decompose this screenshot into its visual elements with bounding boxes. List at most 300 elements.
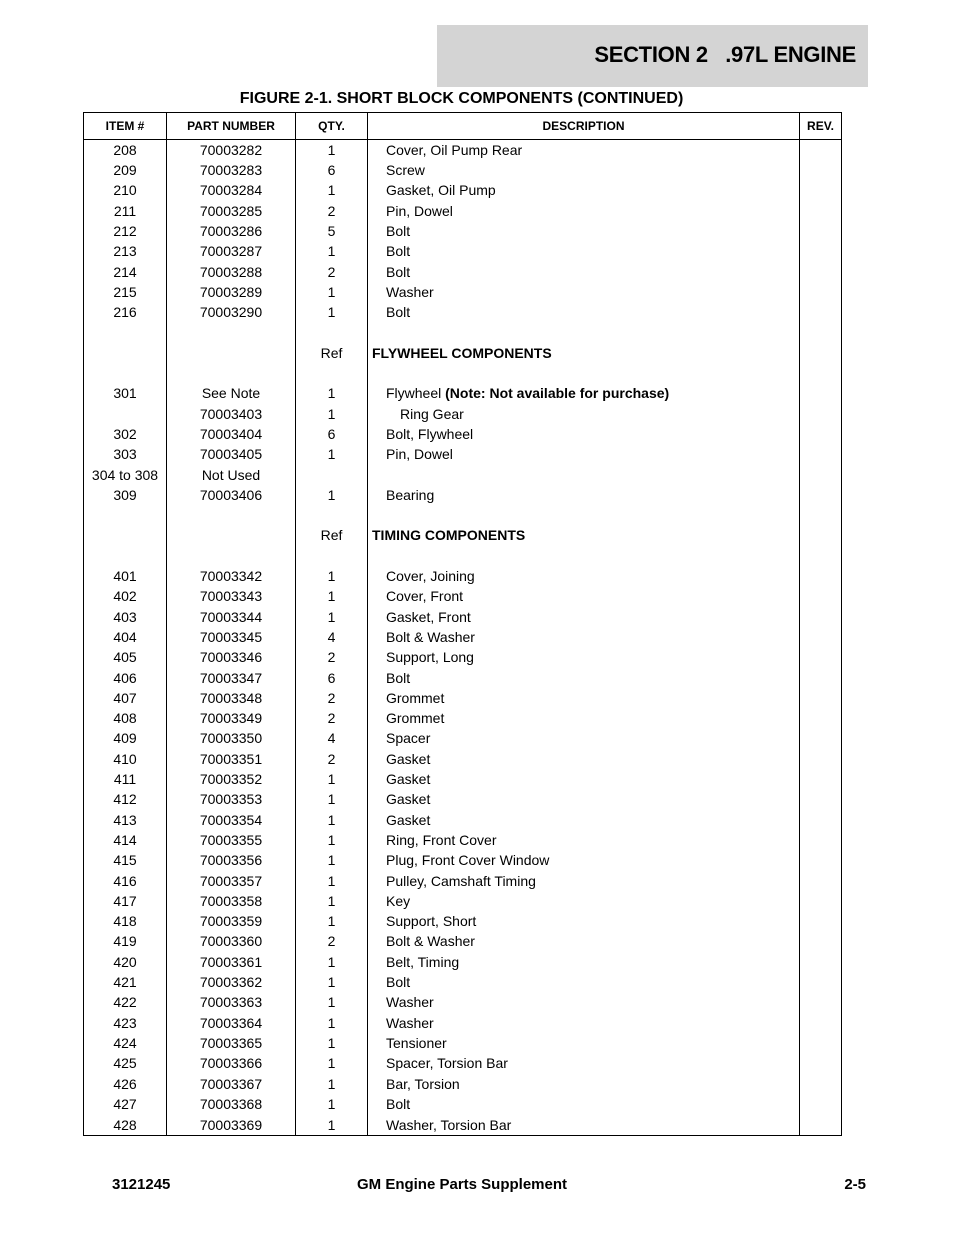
table-row: [84, 464, 842, 484]
qty-cell: 1: [296, 891, 368, 911]
description-text: Support, Short: [386, 913, 477, 930]
table-row: [84, 1094, 842, 1114]
qty-cell: 1: [296, 444, 368, 464]
table-row: [84, 221, 842, 241]
item-cell: 301: [84, 383, 167, 403]
part-number-cell: [167, 322, 296, 342]
qty-cell: Ref: [296, 525, 368, 545]
rev-cell: [800, 201, 842, 221]
part-number-cell: [167, 505, 296, 525]
description-text: Bolt: [386, 669, 411, 686]
footer-doc-number: 3121245: [112, 1176, 171, 1193]
item-cell: 209: [84, 160, 167, 180]
description-cell: [368, 972, 800, 992]
table-row: [84, 302, 842, 322]
part-number-cell: Not Used: [167, 464, 296, 484]
part-number-cell: 70003365: [167, 1033, 296, 1053]
table-section-heading-row: [84, 343, 842, 363]
description-cell: [368, 931, 800, 951]
part-number-cell: 70003348: [167, 688, 296, 708]
part-number-cell: 70003343: [167, 586, 296, 606]
table-row: [84, 201, 842, 221]
description-text: Gasket, Front: [386, 608, 471, 625]
description-cell: [368, 1012, 800, 1032]
qty-cell: 1: [296, 1073, 368, 1093]
description-cell: [368, 1094, 800, 1114]
description-cell: [368, 566, 800, 586]
description-cell: [368, 241, 800, 261]
qty-cell: 1: [296, 870, 368, 890]
table-row: [84, 586, 842, 606]
item-cell: 303: [84, 444, 167, 464]
item-cell: 414: [84, 830, 167, 850]
description-cell: [368, 404, 800, 424]
rev-cell: [800, 769, 842, 789]
part-number-cell: 70003355: [167, 830, 296, 850]
item-cell: 426: [84, 1073, 167, 1093]
rev-cell: [800, 728, 842, 748]
description-text: Bearing: [386, 486, 435, 503]
qty-cell: 1: [296, 1094, 368, 1114]
part-number-cell: 70003357: [167, 870, 296, 890]
section-title: SECTION 2 .97L ENGINE: [594, 42, 856, 67]
qty-cell: 2: [296, 708, 368, 728]
description-text: Cover, Oil Pump Rear: [386, 142, 523, 158]
qty-cell: 1: [296, 810, 368, 830]
description-text: Bolt: [386, 1095, 411, 1112]
description-cell: [368, 1053, 800, 1073]
part-number-cell: 70003286: [167, 221, 296, 241]
description-cell: [368, 810, 800, 830]
header-qty: QTY.: [296, 113, 368, 140]
item-cell: 302: [84, 424, 167, 444]
qty-cell: 1: [296, 992, 368, 1012]
description-text: Spacer, Torsion Bar: [386, 1055, 508, 1072]
description-text: Bolt: [386, 263, 411, 280]
table-row: [84, 485, 842, 505]
description-cell: [368, 728, 800, 748]
table-row: [84, 1073, 842, 1093]
description-text: Grommet: [386, 710, 445, 727]
rev-cell: [800, 241, 842, 261]
description-cell: [368, 911, 800, 931]
part-number-cell: 70003282: [167, 140, 296, 161]
rev-cell: [800, 383, 842, 403]
rev-cell: [800, 830, 842, 850]
rev-cell: [800, 444, 842, 464]
qty-cell: 1: [296, 972, 368, 992]
part-number-cell: 70003353: [167, 789, 296, 809]
rev-cell: [800, 546, 842, 566]
description-text: Bar, Torsion: [386, 1075, 460, 1092]
table-spacer-row: [84, 322, 842, 342]
description-text: TIMING COMPONENTS: [372, 527, 526, 544]
description-text: Gasket, Oil Pump: [386, 182, 496, 199]
qty-cell: 1: [296, 1114, 368, 1136]
table-row: [84, 1053, 842, 1073]
description-cell: [368, 546, 800, 566]
rev-cell: [800, 688, 842, 708]
description-text: Cover, Front: [386, 588, 464, 605]
qty-cell: 1: [296, 769, 368, 789]
table-spacer-row: [84, 546, 842, 566]
qty-cell: 1: [296, 1053, 368, 1073]
part-number-cell: 70003350: [167, 728, 296, 748]
description-text: Washer: [386, 1014, 434, 1031]
description-cell: [368, 1033, 800, 1053]
part-number-cell: 70003406: [167, 485, 296, 505]
description-cell: [368, 201, 800, 221]
part-number-cell: 70003405: [167, 444, 296, 464]
item-cell: 419: [84, 931, 167, 951]
description-text: Key: [386, 892, 411, 909]
item-cell: 404: [84, 627, 167, 647]
description-text: Gasket: [386, 771, 431, 788]
parts-table: [83, 112, 842, 1136]
table-spacer-row: [84, 363, 842, 383]
part-number-cell: 70003283: [167, 160, 296, 180]
description-text: Cover, Joining: [386, 568, 475, 585]
rev-cell: [800, 505, 842, 525]
table-row: [84, 728, 842, 748]
description-cell: [368, 444, 800, 464]
table-header-row: [84, 113, 842, 140]
part-number-cell: 70003285: [167, 201, 296, 221]
description-text: Bolt & Washer: [386, 628, 475, 645]
qty-cell: 1: [296, 789, 368, 809]
part-number-cell: 70003345: [167, 627, 296, 647]
item-cell: 422: [84, 992, 167, 1012]
description-cell: [368, 383, 800, 403]
item-cell: 417: [84, 891, 167, 911]
item-cell: [84, 525, 167, 545]
qty-cell: Ref: [296, 343, 368, 363]
table-row: [84, 789, 842, 809]
description-cell: [368, 221, 800, 241]
part-number-cell: 70003352: [167, 769, 296, 789]
part-number-cell: 70003362: [167, 972, 296, 992]
item-cell: 403: [84, 607, 167, 627]
rev-cell: [800, 160, 842, 180]
description-cell: [368, 769, 800, 789]
rev-cell: [800, 586, 842, 606]
description-cell: [368, 160, 800, 180]
description-cell: [368, 180, 800, 200]
rev-cell: [800, 870, 842, 890]
rev-cell: [800, 972, 842, 992]
item-cell: 214: [84, 261, 167, 281]
part-number-cell: 70003284: [167, 180, 296, 200]
rev-cell: [800, 667, 842, 687]
part-number-cell: 70003361: [167, 952, 296, 972]
part-number-cell: 70003347: [167, 667, 296, 687]
rev-cell: [800, 566, 842, 586]
description-text: Support, Long: [386, 649, 474, 666]
description-cell: [368, 850, 800, 870]
header-rev: REV.: [800, 113, 842, 140]
item-cell: 407: [84, 688, 167, 708]
table-row: [84, 566, 842, 586]
part-number-cell: 70003356: [167, 850, 296, 870]
item-cell: 428: [84, 1114, 167, 1136]
description-cell: [368, 1073, 800, 1093]
rev-cell: [800, 647, 842, 667]
figure-title: FIGURE 2-1. SHORT BLOCK COMPONENTS (CONTINUED): [239, 90, 684, 107]
description-cell: [368, 688, 800, 708]
item-cell: 215: [84, 282, 167, 302]
qty-cell: 2: [296, 201, 368, 221]
rev-cell: [800, 1033, 842, 1053]
item-cell: [84, 322, 167, 342]
rev-cell: [800, 180, 842, 200]
table-row: [84, 1033, 842, 1053]
item-cell: 412: [84, 789, 167, 809]
rev-cell: [800, 911, 842, 931]
table-row: [84, 810, 842, 830]
description-cell: [368, 140, 800, 161]
part-number-cell: 70003368: [167, 1094, 296, 1114]
part-number-cell: 70003403: [167, 404, 296, 424]
item-cell: 421: [84, 972, 167, 992]
part-number-cell: 70003354: [167, 810, 296, 830]
description-text: Ring Gear: [400, 405, 464, 422]
qty-cell: [296, 546, 368, 566]
part-number-cell: 70003358: [167, 891, 296, 911]
description-text: Washer, Torsion Bar: [386, 1116, 512, 1133]
description-cell: [368, 1114, 800, 1136]
qty-cell: 1: [296, 911, 368, 931]
qty-cell: [296, 464, 368, 484]
part-number-cell: 70003351: [167, 749, 296, 769]
item-cell: 309: [84, 485, 167, 505]
description-text: Tensioner: [386, 1034, 447, 1051]
rev-cell: [800, 850, 842, 870]
header-item: ITEM #: [84, 113, 167, 140]
table-row: [84, 667, 842, 687]
part-number-cell: [167, 363, 296, 383]
item-cell: [84, 546, 167, 566]
description-cell: [368, 992, 800, 1012]
qty-cell: 1: [296, 282, 368, 302]
description-cell: [368, 891, 800, 911]
table-row: [84, 1114, 842, 1136]
item-cell: 402: [84, 586, 167, 606]
item-cell: [84, 343, 167, 363]
description-cell: [368, 525, 800, 545]
rev-cell: [800, 607, 842, 627]
item-cell: [84, 404, 167, 424]
qty-cell: 1: [296, 586, 368, 606]
part-number-cell: 70003342: [167, 566, 296, 586]
qty-cell: 1: [296, 952, 368, 972]
description-text: Spacer: [386, 730, 431, 747]
part-number-cell: 70003349: [167, 708, 296, 728]
description-cell: [368, 485, 800, 505]
table-row: [84, 972, 842, 992]
table-row: [84, 282, 842, 302]
table-row: [84, 688, 842, 708]
rev-cell: [800, 140, 842, 161]
table-section-heading-row: [84, 525, 842, 545]
item-cell: [84, 505, 167, 525]
item-cell: 410: [84, 749, 167, 769]
description-cell: [368, 464, 800, 484]
qty-cell: [296, 322, 368, 342]
description-text: Belt, Timing: [386, 953, 460, 970]
description-text: Bolt, Flywheel: [386, 426, 474, 442]
rev-cell: [800, 343, 842, 363]
table-row: [84, 261, 842, 281]
table-row: [84, 1012, 842, 1032]
qty-cell: 1: [296, 404, 368, 424]
qty-cell: 6: [296, 424, 368, 444]
table-row: [84, 870, 842, 890]
rev-cell: [800, 424, 842, 444]
description-text: Pin, Dowel: [386, 202, 453, 219]
qty-cell: 2: [296, 749, 368, 769]
rev-cell: [800, 1114, 842, 1136]
part-number-cell: 70003364: [167, 1012, 296, 1032]
table-row: [84, 647, 842, 667]
rev-cell: [800, 627, 842, 647]
description-text: Pulley, Camshaft Timing: [386, 872, 536, 889]
part-number-cell: 70003346: [167, 647, 296, 667]
table-row: [84, 911, 842, 931]
table-row: [84, 850, 842, 870]
purchase-note: (Note: Not available for purchase): [445, 385, 670, 402]
rev-cell: [800, 302, 842, 322]
description-text: Washer: [386, 994, 434, 1011]
description-cell: [368, 343, 800, 363]
table-spacer-row: [84, 505, 842, 525]
rev-cell: [800, 708, 842, 728]
description-cell: [368, 282, 800, 302]
description-cell: [368, 363, 800, 383]
item-cell: 408: [84, 708, 167, 728]
table-row: [84, 627, 842, 647]
part-number-cell: 70003404: [167, 424, 296, 444]
table-row: [84, 444, 842, 464]
qty-cell: 1: [296, 485, 368, 505]
item-cell: 405: [84, 647, 167, 667]
description-cell: [368, 586, 800, 606]
qty-cell: 6: [296, 667, 368, 687]
item-cell: 409: [84, 728, 167, 748]
description-cell: [368, 647, 800, 667]
rev-cell: [800, 221, 842, 241]
table-row: [84, 830, 842, 850]
rev-cell: [800, 952, 842, 972]
rev-cell: [800, 992, 842, 1012]
qty-cell: 1: [296, 830, 368, 850]
part-number-cell: [167, 546, 296, 566]
description-cell: [368, 952, 800, 972]
qty-cell: 1: [296, 180, 368, 200]
qty-cell: 2: [296, 261, 368, 281]
qty-cell: 1: [296, 140, 368, 161]
item-cell: 415: [84, 850, 167, 870]
qty-cell: 6: [296, 160, 368, 180]
table-row: [84, 404, 842, 424]
table-row: [84, 241, 842, 261]
table-row: [84, 607, 842, 627]
rev-cell: [800, 404, 842, 424]
part-number-cell: 70003289: [167, 282, 296, 302]
qty-cell: 1: [296, 566, 368, 586]
item-cell: 208: [84, 140, 167, 161]
rev-cell: [800, 282, 842, 302]
item-cell: 406: [84, 667, 167, 687]
rev-cell: [800, 485, 842, 505]
rev-cell: [800, 363, 842, 383]
item-cell: 416: [84, 870, 167, 890]
qty-cell: 1: [296, 302, 368, 322]
part-number-cell: [167, 343, 296, 363]
rev-cell: [800, 749, 842, 769]
part-number-cell: See Note: [167, 383, 296, 403]
part-number-cell: 70003363: [167, 992, 296, 1012]
part-number-cell: 70003290: [167, 302, 296, 322]
rev-cell: [800, 810, 842, 830]
rev-cell: [800, 891, 842, 911]
qty-cell: 4: [296, 728, 368, 748]
item-cell: 423: [84, 1012, 167, 1032]
qty-cell: 1: [296, 383, 368, 403]
part-number-cell: 70003288: [167, 261, 296, 281]
description-cell: [368, 830, 800, 850]
part-number-cell: [167, 525, 296, 545]
qty-cell: 5: [296, 221, 368, 241]
qty-cell: 1: [296, 241, 368, 261]
description-text: Washer: [386, 283, 434, 300]
table-row: [84, 992, 842, 1012]
table-row: [84, 160, 842, 180]
table-row: [84, 891, 842, 911]
table-row: [84, 424, 842, 444]
item-cell: 420: [84, 952, 167, 972]
qty-cell: 1: [296, 1012, 368, 1032]
rev-cell: [800, 322, 842, 342]
rev-cell: [800, 1094, 842, 1114]
description-cell: [368, 789, 800, 809]
description-cell: [368, 627, 800, 647]
part-number-cell: 70003287: [167, 241, 296, 261]
qty-cell: [296, 505, 368, 525]
description-text: Bolt: [386, 304, 411, 321]
description-text: Bolt & Washer: [386, 933, 475, 950]
qty-cell: 2: [296, 931, 368, 951]
item-cell: 216: [84, 302, 167, 322]
table-row: [84, 708, 842, 728]
rev-cell: [800, 261, 842, 281]
item-cell: 427: [84, 1094, 167, 1114]
rev-cell: [800, 525, 842, 545]
description-cell: [368, 667, 800, 687]
item-cell: 424: [84, 1033, 167, 1053]
description-text: Screw: [386, 162, 425, 179]
qty-cell: [296, 363, 368, 383]
item-cell: 413: [84, 810, 167, 830]
description-text: Bolt: [386, 974, 411, 991]
qty-cell: 1: [296, 1033, 368, 1053]
qty-cell: 1: [296, 850, 368, 870]
item-cell: 210: [84, 180, 167, 200]
description-text: Gasket: [386, 750, 431, 767]
description-text: Gasket: [386, 791, 431, 808]
header-description: DESCRIPTION: [368, 113, 800, 140]
description-cell: [368, 302, 800, 322]
footer-title: GM Engine Parts Supplement: [356, 1176, 568, 1193]
